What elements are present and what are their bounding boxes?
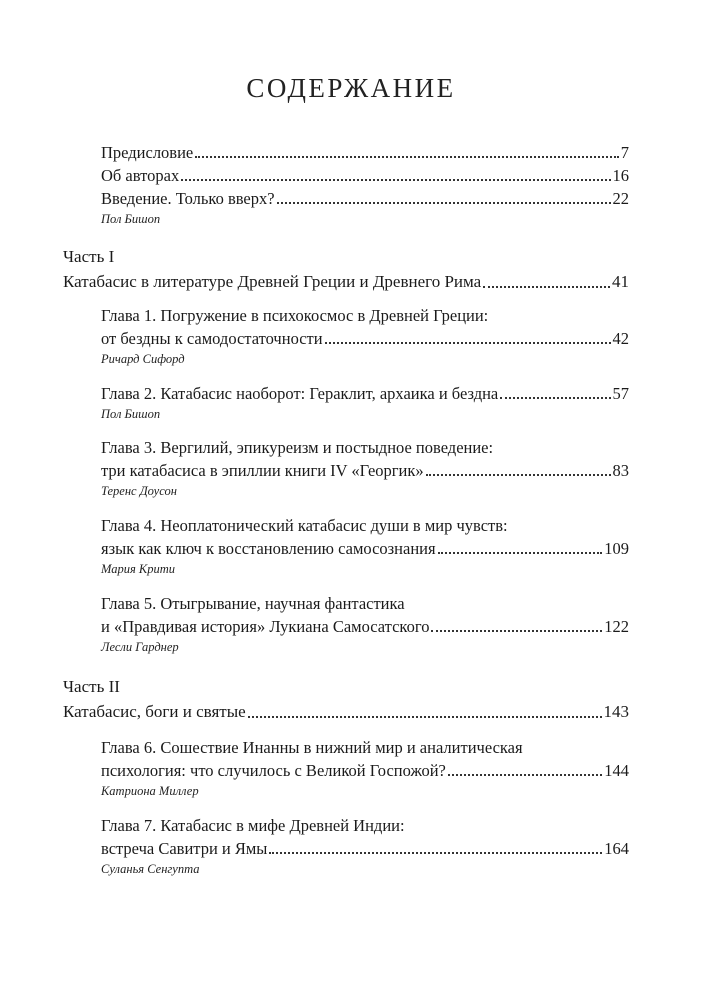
- leader-dots: [500, 397, 610, 399]
- part-label: Часть I: [63, 247, 115, 266]
- chapter-title-line: Глава 7. Катабасис в мифе Древней Индии:: [101, 816, 405, 835]
- entry-author: Лесли Гарднер: [101, 640, 179, 654]
- entry-title: язык как ключ к восстановлению самосознания: [101, 539, 436, 558]
- toc-entry-chapter: [101, 328, 629, 350]
- toc-entry-chapter: [101, 538, 629, 560]
- page-title: СОДЕРЖАНИЕ: [246, 73, 456, 103]
- toc-entry-chapter: [101, 616, 629, 638]
- page-number: 57: [612, 384, 629, 403]
- page-number: 144: [604, 761, 629, 780]
- part-title: Катабасис, боги и святые: [63, 702, 246, 721]
- entry-title: встреча Савитри и Ямы: [101, 839, 268, 858]
- entry-title: Глава 2. Катабасис наоборот: Гераклит, архаика и бездна: [101, 384, 499, 403]
- leader-dots: [248, 716, 602, 718]
- page-number: 164: [604, 839, 629, 858]
- toc-entry-chapter: [101, 760, 629, 782]
- page-number: 42: [612, 329, 629, 348]
- entry-author: Суланья Сенгупта: [101, 862, 200, 876]
- entry-title: Введение. Только вверх?: [101, 189, 275, 208]
- leader-dots: [325, 342, 611, 344]
- entry-title: три катабасиса в эпиллии книги IV «Георгик»: [101, 461, 424, 480]
- page-number: 22: [612, 189, 629, 208]
- toc-entry-chapter: [101, 838, 629, 860]
- entry-title: Предисловие: [101, 143, 194, 162]
- leader-dots: [448, 774, 602, 776]
- chapter-title-line: Глава 1. Погружение в психокосмос в Древней Греции:: [101, 306, 489, 325]
- chapter-title-line: Глава 3. Вергилий, эпикуреизм и постыдное поведение:: [101, 438, 494, 457]
- leader-dots: [431, 630, 602, 632]
- page-number: 83: [612, 461, 629, 480]
- entry-author: Пол Бишоп: [101, 407, 161, 421]
- leader-dots: [181, 179, 610, 181]
- entry-title: психология: что случилось с Великой Госпожой?: [101, 761, 446, 780]
- leader-dots: [269, 852, 602, 854]
- toc-entry-authors: [101, 165, 629, 187]
- part-label: Часть II: [63, 677, 120, 696]
- entry-title: от бездны к самодостаточности: [101, 329, 323, 348]
- leader-dots: [426, 474, 611, 476]
- entry-title: Об авторах: [101, 166, 180, 185]
- chapter-title-line: Глава 5. Отыгрывание, научная фантастика: [101, 594, 405, 613]
- page-number: 143: [603, 702, 629, 721]
- leader-dots: [438, 552, 603, 554]
- page-number: 122: [604, 617, 629, 636]
- page-number: 41: [612, 272, 629, 291]
- page-number: 16: [612, 166, 629, 185]
- leader-dots: [195, 156, 619, 158]
- entry-author: Ричард Сифорд: [101, 352, 185, 366]
- leader-dots: [483, 286, 610, 288]
- part-title-entry: [63, 700, 629, 724]
- toc-entry-introduction: [101, 188, 629, 210]
- entry-author: Пол Бишоп: [101, 212, 161, 226]
- part-title: Катабасис в литературе Древней Греции и Древнего Рима: [63, 272, 482, 291]
- toc-entry-chapter: [101, 383, 629, 405]
- chapter-title-line: Глава 6. Сошествие Инанны в нижний мир и аналитическая: [101, 738, 523, 757]
- chapter-title-line: Глава 4. Неоплатонический катабасис души в мир чувств:: [101, 516, 508, 535]
- part-title-entry: [63, 270, 629, 294]
- entry-title: и «Правдивая история» Лукиана Самосатского: [101, 617, 430, 636]
- toc-entry-chapter: [101, 460, 629, 482]
- leader-dots: [277, 202, 611, 204]
- page-number: 109: [604, 539, 629, 558]
- entry-author: Мария Крити: [101, 562, 175, 576]
- entry-author: Теренс Доусон: [101, 484, 177, 498]
- page-number: 7: [620, 143, 629, 162]
- toc-entry-preface: [101, 142, 629, 164]
- entry-author: Катриона Миллер: [101, 784, 199, 798]
